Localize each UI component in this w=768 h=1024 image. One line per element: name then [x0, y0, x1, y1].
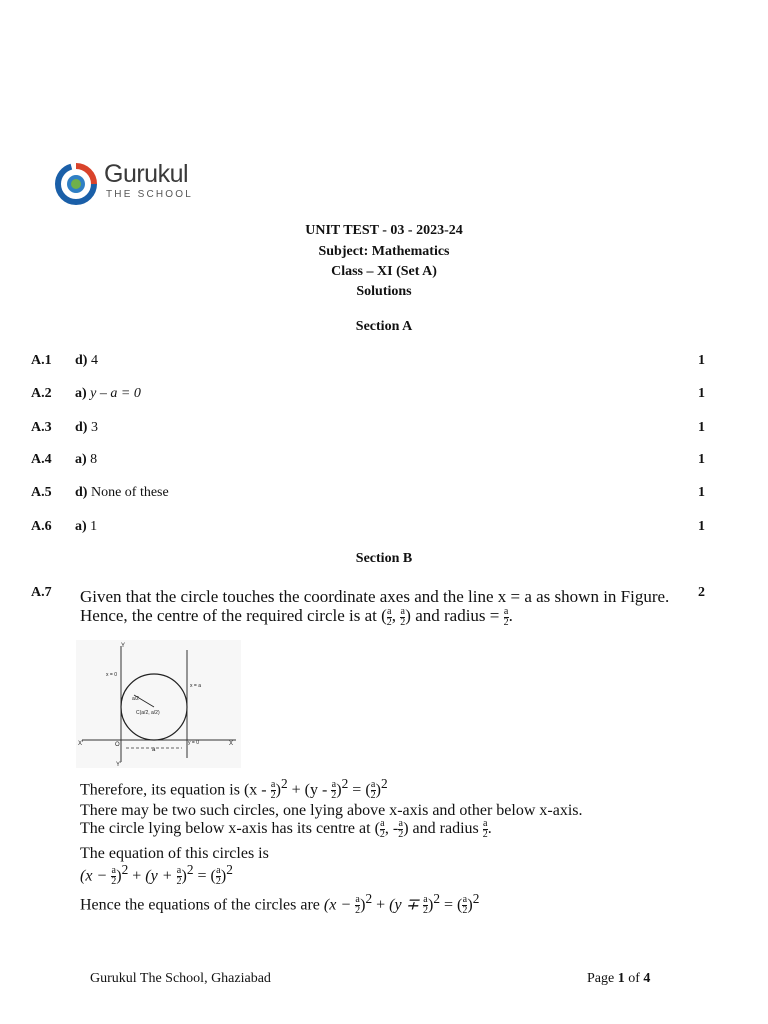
- logo-name: Gurukul: [104, 160, 189, 188]
- solution-line: There may be two such circles, one lying above x-axis and other below x-axis.: [80, 802, 583, 819]
- answer: a) 8: [75, 452, 98, 467]
- question-number: A.6: [31, 519, 52, 534]
- logo-tagline: THE SCHOOL: [106, 189, 194, 200]
- subject-line: Subject: Mathematics: [318, 244, 450, 259]
- marks: 1: [698, 452, 705, 467]
- question-number: A.1: [31, 353, 52, 368]
- solution-line: Given that the circle touches the coordinate axes and the line x = a as shown in Figure.: [80, 587, 670, 606]
- x-neg-label: X': [78, 741, 84, 747]
- y-neg-label: Y': [116, 762, 122, 768]
- question-number: A.4: [31, 452, 52, 467]
- marks: 1: [698, 485, 705, 500]
- logo-emblem-icon: [54, 162, 98, 206]
- question-number: A.2: [31, 386, 52, 401]
- solution-line: The circle lying below x-axis has its centre at ( $\frac{a}{2}$ , - $\frac{a}{2}$ ) and radius $\frac{a}{2}$ .: [80, 818, 492, 840]
- footer-school: Gurukul The School, Ghaziabad: [90, 971, 271, 986]
- centre-label: C(a/2, a/2): [136, 710, 160, 716]
- y-axis-label: Y: [121, 643, 126, 649]
- school-logo: [54, 160, 194, 208]
- distance-label: a: [152, 747, 156, 753]
- answer: a) 1: [75, 519, 98, 534]
- section-b-heading: Section B: [355, 551, 413, 566]
- section-a-heading: Section A: [355, 319, 413, 334]
- marks: 1: [698, 519, 705, 534]
- marks: 1: [698, 420, 705, 435]
- answer: a) y – a = 0: [75, 386, 141, 401]
- radius-label: a/2: [132, 696, 139, 702]
- marks: 2: [698, 585, 705, 600]
- solutions-heading: Solutions: [356, 284, 412, 299]
- test-title: UNIT TEST - 03 - 2023-24: [305, 223, 463, 238]
- marks: 1: [698, 386, 705, 401]
- class-line: Class – XI (Set A): [331, 264, 437, 279]
- marks: 1: [698, 353, 705, 368]
- x-axis-label: X: [229, 741, 234, 747]
- solution-line: The equation of this circles is: [80, 845, 269, 862]
- question-number: A.5: [31, 485, 52, 500]
- equation-line: (x − $\frac{a}{2}$ )$^2$ + (y + $\frac{a}{2}$ )$^2$ = ( $\frac{a}{2}$ )$^2$: [80, 862, 233, 888]
- question-number: A.7: [31, 585, 52, 600]
- page-number: Page 1 of 4: [587, 971, 651, 986]
- solution-line: Hence, the centre of the required circle is at ( $\frac{a}{2}$ , $\frac{a}{2}$ ) and radius = $\frac{a}{2}$ .: [80, 605, 513, 628]
- question-number: A.3: [31, 420, 52, 435]
- line-xa-label: x = a: [190, 683, 201, 689]
- answer: d) 3: [75, 420, 98, 435]
- answer: d) None of these: [75, 485, 169, 500]
- line-x0-label: x = 0: [106, 672, 117, 678]
- origin-label: O: [115, 742, 120, 748]
- circle-figure: [76, 640, 241, 768]
- answer: d) 4: [75, 353, 98, 368]
- solution-line: Therefore, its equation is (x - $\frac{a}{2}$ )$^2$ + (y - $\frac{a}{2}$ )$^2$ = ( $\frac{a}{2}$ )$^2$: [80, 776, 388, 802]
- solution-line: Hence the equations of the circles are (x − $\frac{a}{2}$ )$^2$ + (y ∓ $\frac{a}{2}$ )$^2$ = ( $\frac{a}{2}$ )$^2$: [80, 891, 480, 917]
- line-y0-label: y = 0: [188, 740, 199, 746]
